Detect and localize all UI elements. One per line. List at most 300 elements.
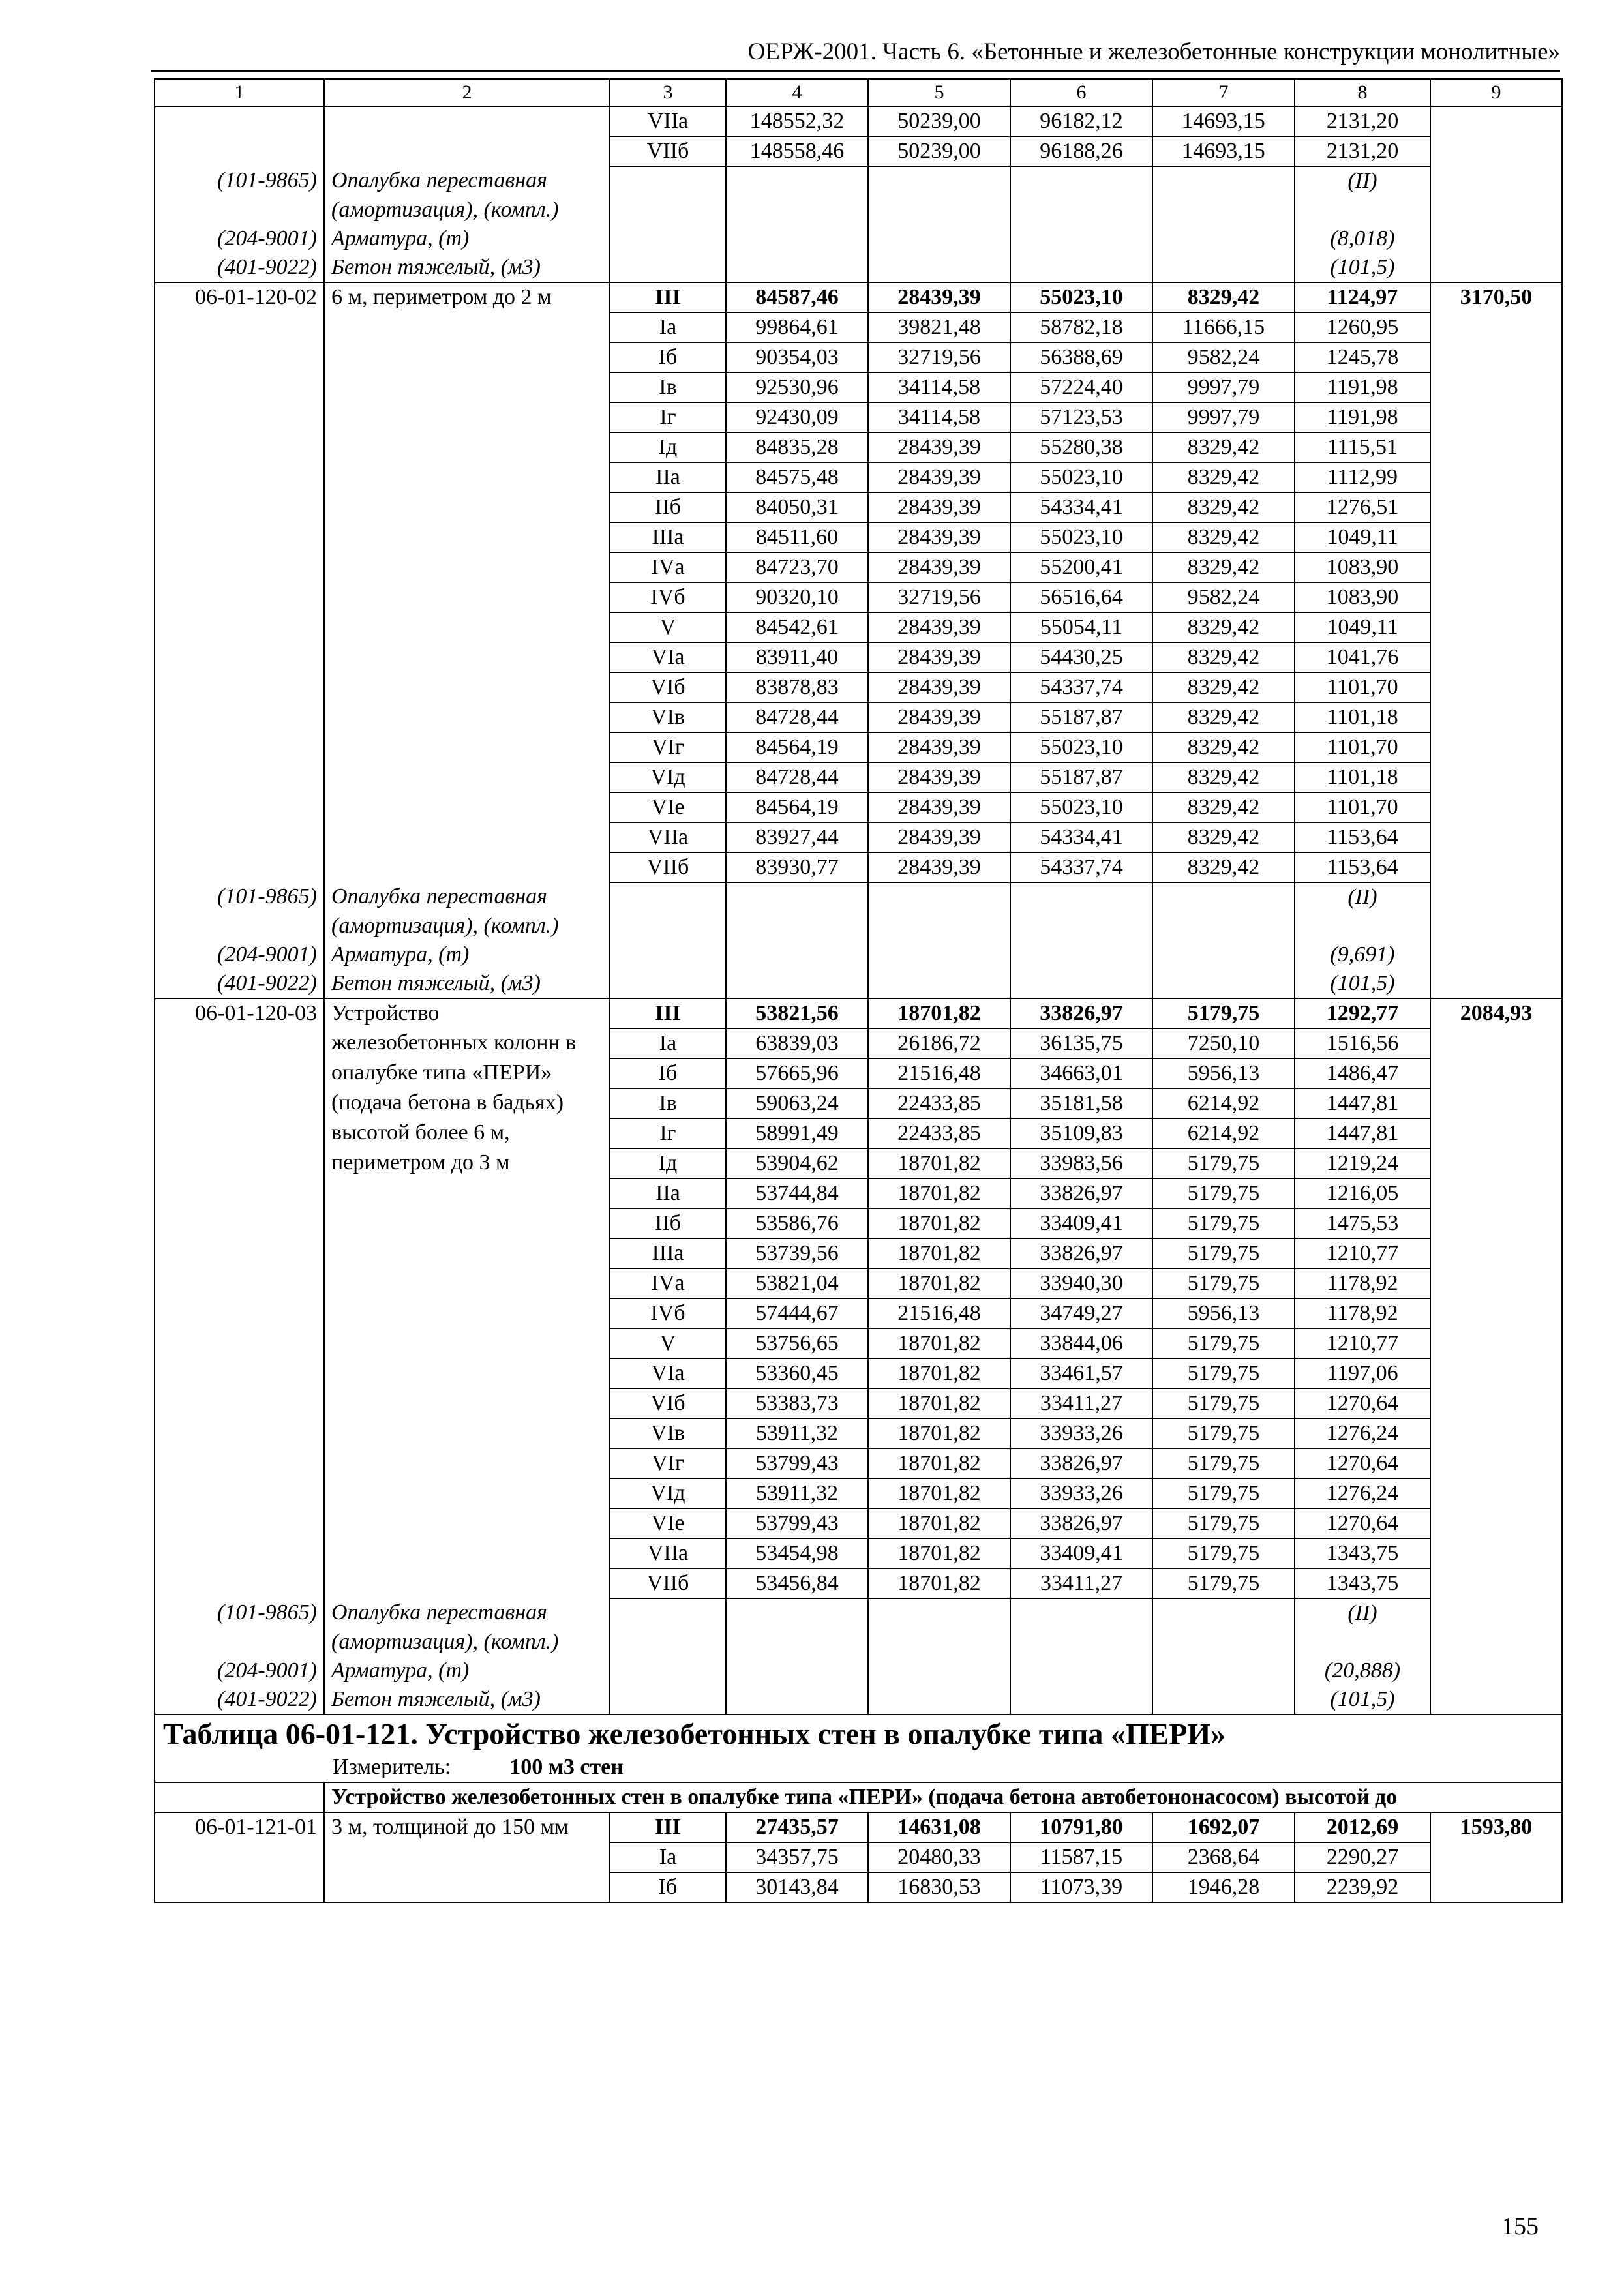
materials-cost: 1124,97: [1295, 282, 1430, 312]
empty-cell: [610, 1628, 726, 1656]
labor-hours: [1430, 1298, 1562, 1328]
empty-cell: [1152, 1598, 1295, 1628]
empty-cell: [155, 912, 324, 940]
direct-cost: 53799,43: [726, 1508, 868, 1538]
labor-cost: 28439,39: [868, 792, 1010, 822]
labor-cost: 28439,39: [868, 852, 1010, 882]
table-row: [155, 106, 1562, 136]
column-number: 3: [610, 79, 726, 106]
direct-cost: 99864,61: [726, 312, 868, 342]
machine-cost: 33826,97: [1010, 1508, 1152, 1538]
empty-cell: [155, 196, 324, 224]
direct-cost: 84587,46: [726, 282, 868, 312]
unit-label: Измеритель:: [333, 1755, 451, 1779]
zone-code: Iа: [610, 312, 726, 342]
labor-cost: 21516,48: [868, 1298, 1010, 1328]
resource-row: [155, 1656, 1562, 1685]
column-number-row: [155, 79, 1562, 106]
direct-cost: 53756,65: [726, 1328, 868, 1358]
empty-cell: [868, 1656, 1010, 1685]
zone-code: Iб: [610, 1872, 726, 1902]
machinist-wage: 6214,92: [1152, 1088, 1295, 1118]
rate-code: [155, 106, 324, 136]
machinist-wage: 14693,15: [1152, 106, 1295, 136]
rate-description: [324, 522, 610, 552]
rate-code: [155, 312, 324, 342]
direct-cost: 53799,43: [726, 1448, 868, 1478]
table-row: [155, 1872, 1562, 1902]
machinist-wage: 9582,24: [1152, 582, 1295, 612]
rate-description: [324, 1538, 610, 1568]
direct-cost: 90354,03: [726, 342, 868, 372]
zone-code: VIе: [610, 1508, 726, 1538]
rate-description: [324, 822, 610, 852]
machine-cost: 11587,15: [1010, 1842, 1152, 1872]
empty-cell: [868, 1598, 1010, 1628]
rate-code: [155, 1418, 324, 1448]
materials-cost: 1270,64: [1295, 1388, 1430, 1418]
materials-cost: 1101,18: [1295, 702, 1430, 732]
labor-cost: 28439,39: [868, 522, 1010, 552]
machinist-wage: 5179,75: [1152, 1328, 1295, 1358]
materials-cost: 1216,05: [1295, 1178, 1430, 1208]
resource-row: [155, 969, 1562, 998]
rate-code: [155, 342, 324, 372]
zone-code: VIа: [610, 642, 726, 672]
machine-cost: 55023,10: [1010, 522, 1152, 552]
table-row: [155, 732, 1562, 762]
table-row: [155, 852, 1562, 882]
labor-cost: 28439,39: [868, 762, 1010, 792]
empty-cell: [1152, 224, 1295, 253]
resource-name: Арматура, (т): [324, 940, 610, 969]
labor-cost: 18701,82: [868, 1418, 1010, 1448]
empty-cell: [726, 940, 868, 969]
empty-cell: [1152, 940, 1295, 969]
machine-cost: 57224,40: [1010, 372, 1152, 402]
materials-cost: 2239,92: [1295, 1872, 1430, 1902]
empty-cell: [1430, 1598, 1562, 1628]
rate-code: [155, 1028, 324, 1058]
rate-code: [155, 1568, 324, 1598]
rate-code: [155, 762, 324, 792]
table-row: [155, 552, 1562, 582]
table-row: [155, 702, 1562, 732]
table-row: [155, 1118, 1562, 1148]
rate-description: [324, 1238, 610, 1268]
zone-code: Iд: [610, 1148, 726, 1178]
empty-cell: [1430, 882, 1562, 912]
direct-cost: 63839,03: [726, 1028, 868, 1058]
materials-cost: 2131,20: [1295, 106, 1430, 136]
rate-description: [324, 552, 610, 582]
labor-hours: [1430, 762, 1562, 792]
resource-name-cont: (амортизация), (компл.): [324, 196, 610, 224]
labor-cost: 18701,82: [868, 1328, 1010, 1358]
labor-hours: [1430, 672, 1562, 702]
rate-code: [155, 1208, 324, 1238]
resource-code: (204-9001): [155, 1656, 324, 1685]
empty-cell: [1010, 940, 1152, 969]
machine-cost: 55023,10: [1010, 282, 1152, 312]
zone-code: V: [610, 612, 726, 642]
table-row: [155, 342, 1562, 372]
empty-cell: [726, 1598, 868, 1628]
labor-cost: 18701,82: [868, 1538, 1010, 1568]
resource-value: (II): [1295, 882, 1430, 912]
empty-cell: [726, 196, 868, 224]
rate-description: [324, 582, 610, 612]
rate-code: [155, 732, 324, 762]
empty-cell: [610, 196, 726, 224]
empty-cell: [610, 969, 726, 998]
section-title: Устройство железобетонных стен в опалубке типа «ПЕРИ» (подача бетона автобетононасосом) высотой до: [324, 1782, 1562, 1812]
zone-code: III: [610, 1812, 726, 1842]
resource-name: Опалубка переставная: [324, 166, 610, 196]
machinist-wage: 8329,42: [1152, 282, 1295, 312]
rate-description: [324, 342, 610, 372]
machinist-wage: 5179,75: [1152, 1148, 1295, 1178]
machinist-wage: 8329,42: [1152, 822, 1295, 852]
zone-code: IVа: [610, 1268, 726, 1298]
rate-code: [155, 462, 324, 492]
rate-code: [155, 552, 324, 582]
rate-code: [155, 612, 324, 642]
zone-code: Iа: [610, 1842, 726, 1872]
resource-name: Бетон тяжелый, (м3): [324, 253, 610, 282]
labor-hours: [1430, 612, 1562, 642]
rate-code: [155, 1148, 324, 1178]
empty-cell: [1430, 166, 1562, 196]
machine-cost: 55187,87: [1010, 762, 1152, 792]
materials-cost: 1153,64: [1295, 822, 1430, 852]
labor-hours: [1430, 552, 1562, 582]
machine-cost: 33826,97: [1010, 1178, 1152, 1208]
labor-cost: 32719,56: [868, 582, 1010, 612]
labor-hours: [1430, 1388, 1562, 1418]
materials-cost: 2290,27: [1295, 1842, 1430, 1872]
rate-description: [324, 1358, 610, 1388]
machinist-wage: 5179,75: [1152, 1568, 1295, 1598]
table-row: [155, 612, 1562, 642]
machinist-wage: 8329,42: [1152, 792, 1295, 822]
zone-code: V: [610, 1328, 726, 1358]
rate-code: [155, 1358, 324, 1388]
resource-value: (II): [1295, 1598, 1430, 1628]
materials-cost: 1219,24: [1295, 1148, 1430, 1178]
machinist-wage: 6214,92: [1152, 1118, 1295, 1148]
direct-cost: 83911,40: [726, 642, 868, 672]
resource-row: [155, 912, 1562, 940]
labor-hours: [1430, 462, 1562, 492]
rate-description: [324, 1268, 610, 1298]
empty-cell: [726, 1628, 868, 1656]
rate-description: Устройство: [324, 998, 610, 1028]
machinist-wage: 5179,75: [1152, 1358, 1295, 1388]
materials-cost: 1178,92: [1295, 1268, 1430, 1298]
direct-cost: 53739,56: [726, 1238, 868, 1268]
machine-cost: 56388,69: [1010, 342, 1152, 372]
zone-code: VIIа: [610, 822, 726, 852]
direct-cost: 84542,61: [726, 612, 868, 642]
machinist-wage: 1946,28: [1152, 1872, 1295, 1902]
labor-hours: [1430, 522, 1562, 552]
empty-cell: [1430, 224, 1562, 253]
machinist-wage: 5956,13: [1152, 1058, 1295, 1088]
machinist-wage: 5956,13: [1152, 1298, 1295, 1328]
empty-cell: [1010, 253, 1152, 282]
materials-cost: 1260,95: [1295, 312, 1430, 342]
table-row: [155, 1538, 1562, 1568]
labor-cost: 50239,00: [868, 106, 1010, 136]
labor-hours: [1430, 1568, 1562, 1598]
rate-description: [324, 1298, 610, 1328]
empty-cell: [726, 1656, 868, 1685]
empty-cell: [610, 1685, 726, 1714]
labor-hours: [1430, 702, 1562, 732]
rate-code: [155, 1238, 324, 1268]
column-number: 5: [868, 79, 1010, 106]
price-table: [154, 78, 1563, 1903]
materials-cost: 1191,98: [1295, 372, 1430, 402]
labor-hours: [1430, 1118, 1562, 1148]
direct-cost: 92430,09: [726, 402, 868, 432]
resource-code: (101-9865): [155, 1598, 324, 1628]
table-row: [155, 1268, 1562, 1298]
column-number: 6: [1010, 79, 1152, 106]
rate-description: (подача бетона в бадьях): [324, 1088, 610, 1118]
machine-cost: 55023,10: [1010, 462, 1152, 492]
rate-code: [155, 1118, 324, 1148]
table-row: [155, 372, 1562, 402]
machinist-wage: 8329,42: [1152, 462, 1295, 492]
table-row: [155, 1058, 1562, 1088]
rate-code: 06-01-120-02: [155, 282, 324, 312]
empty-cell: [726, 166, 868, 196]
rate-description: [324, 732, 610, 762]
labor-hours: [1430, 1028, 1562, 1058]
unit-cell: [155, 1753, 1562, 1782]
table-row: [155, 1358, 1562, 1388]
empty-cell: [1010, 166, 1152, 196]
labor-cost: 18701,82: [868, 1358, 1010, 1388]
rate-description: железобетонных колонн в: [324, 1028, 610, 1058]
zone-code: VIб: [610, 1388, 726, 1418]
resource-value: (9,691): [1295, 940, 1430, 969]
zone-code: VIе: [610, 792, 726, 822]
labor-cost: 21516,48: [868, 1058, 1010, 1088]
table-row: [155, 1028, 1562, 1058]
direct-cost: 84723,70: [726, 552, 868, 582]
machine-cost: 34749,27: [1010, 1298, 1152, 1328]
labor-cost: 28439,39: [868, 642, 1010, 672]
zone-code: III: [610, 998, 726, 1028]
materials-cost: 1153,64: [1295, 852, 1430, 882]
labor-cost: 50239,00: [868, 136, 1010, 166]
direct-cost: 84575,48: [726, 462, 868, 492]
machinist-wage: 8329,42: [1152, 762, 1295, 792]
direct-cost: 53454,98: [726, 1538, 868, 1568]
empty-cell: [1010, 1628, 1152, 1656]
header-rule: [151, 70, 1560, 72]
empty-cell: [1010, 912, 1152, 940]
labor-hours: [1430, 852, 1562, 882]
column-number: 7: [1152, 79, 1295, 106]
table-row: [155, 792, 1562, 822]
rate-code: [155, 822, 324, 852]
direct-cost: 53821,04: [726, 1268, 868, 1298]
direct-cost: 84564,19: [726, 792, 868, 822]
machine-cost: 54334,41: [1010, 492, 1152, 522]
labor-hours: [1430, 1418, 1562, 1448]
table-row: [155, 1148, 1562, 1178]
rate-description: [324, 642, 610, 672]
labor-cost: 39821,48: [868, 312, 1010, 342]
direct-cost: 53383,73: [726, 1388, 868, 1418]
table-row: [155, 998, 1562, 1028]
zone-code: IVб: [610, 1298, 726, 1328]
direct-cost: 57665,96: [726, 1058, 868, 1088]
materials-cost: 1486,47: [1295, 1058, 1430, 1088]
empty-cell: [1295, 196, 1430, 224]
machine-cost: 58782,18: [1010, 312, 1152, 342]
machinist-wage: 2368,64: [1152, 1842, 1295, 1872]
zone-code: VIIа: [610, 106, 726, 136]
labor-hours: 1593,80: [1430, 1812, 1562, 1842]
machinist-wage: 8329,42: [1152, 522, 1295, 552]
machinist-wage: 11666,15: [1152, 312, 1295, 342]
empty-cell: [726, 912, 868, 940]
table-row: [155, 1298, 1562, 1328]
machine-cost: 55280,38: [1010, 432, 1152, 462]
direct-cost: 53911,32: [726, 1478, 868, 1508]
rate-description: [324, 792, 610, 822]
empty-cell: [868, 166, 1010, 196]
empty-cell: [868, 912, 1010, 940]
direct-cost: 83927,44: [726, 822, 868, 852]
rate-description: [324, 1178, 610, 1208]
machine-cost: 33411,27: [1010, 1568, 1152, 1598]
direct-cost: 53911,32: [726, 1418, 868, 1448]
machine-cost: 35181,58: [1010, 1088, 1152, 1118]
empty-cell: [1010, 196, 1152, 224]
labor-hours: [1430, 136, 1562, 166]
empty-cell: [1430, 1685, 1562, 1714]
labor-hours: [1430, 1178, 1562, 1208]
table-row: [155, 1208, 1562, 1238]
machine-cost: 33826,97: [1010, 1238, 1152, 1268]
rate-code: 06-01-120-03: [155, 998, 324, 1028]
empty-cell: [1010, 969, 1152, 998]
resource-value: (20,888): [1295, 1656, 1430, 1685]
rate-code: [155, 672, 324, 702]
empty-cell: [726, 1685, 868, 1714]
zone-code: VIв: [610, 702, 726, 732]
column-number: 2: [324, 79, 610, 106]
empty-cell: [610, 166, 726, 196]
rate-code: [155, 1478, 324, 1508]
table-row: [155, 492, 1562, 522]
machine-cost: 96188,26: [1010, 136, 1152, 166]
rate-code: [155, 522, 324, 552]
labor-cost: 14631,08: [868, 1812, 1010, 1842]
zone-code: VIг: [610, 732, 726, 762]
table-row: [155, 1238, 1562, 1268]
machinist-wage: 1692,07: [1152, 1812, 1295, 1842]
labor-hours: [1430, 1448, 1562, 1478]
direct-cost: 53360,45: [726, 1358, 868, 1388]
zone-code: VIб: [610, 672, 726, 702]
direct-cost: 27435,57: [726, 1812, 868, 1842]
direct-cost: 53456,84: [726, 1568, 868, 1598]
table-row: [155, 282, 1562, 312]
table-row: [155, 1812, 1562, 1842]
materials-cost: 1245,78: [1295, 342, 1430, 372]
machine-cost: 33826,97: [1010, 998, 1152, 1028]
empty-cell: [1152, 166, 1295, 196]
table-row: [155, 1508, 1562, 1538]
zone-code: IIб: [610, 492, 726, 522]
empty-cell: [610, 253, 726, 282]
labor-cost: 18701,82: [868, 1148, 1010, 1178]
labor-hours: [1430, 1148, 1562, 1178]
empty-cell: [610, 1598, 726, 1628]
machinist-wage: 5179,75: [1152, 1238, 1295, 1268]
materials-cost: 1083,90: [1295, 552, 1430, 582]
table-row: [155, 1088, 1562, 1118]
resource-row: [155, 1685, 1562, 1714]
table-row: [155, 312, 1562, 342]
column-number: 1: [155, 79, 324, 106]
rate-description: опалубке типа «ПЕРИ»: [324, 1058, 610, 1088]
zone-code: Iг: [610, 1118, 726, 1148]
machinist-wage: 8329,42: [1152, 552, 1295, 582]
materials-cost: 1101,70: [1295, 732, 1430, 762]
materials-cost: 1101,70: [1295, 672, 1430, 702]
rate-description: [324, 462, 610, 492]
labor-cost: 18701,82: [868, 1448, 1010, 1478]
rate-description: [324, 1842, 610, 1872]
materials-cost: 1343,75: [1295, 1538, 1430, 1568]
rate-description: [324, 136, 610, 166]
table-row: [155, 1448, 1562, 1478]
labor-cost: 18701,82: [868, 1238, 1010, 1268]
empty-cell: [1010, 1598, 1152, 1628]
rate-description: [324, 432, 610, 462]
table-row: [155, 1842, 1562, 1872]
empty-cell: [868, 882, 1010, 912]
resource-value: (8,018): [1295, 224, 1430, 253]
direct-cost: 34357,75: [726, 1842, 868, 1872]
direct-cost: 84564,19: [726, 732, 868, 762]
resource-row: [155, 196, 1562, 224]
resource-value: (101,5): [1295, 1685, 1430, 1714]
labor-cost: 28439,39: [868, 432, 1010, 462]
labor-hours: [1430, 372, 1562, 402]
materials-cost: 1083,90: [1295, 582, 1430, 612]
table-row: [155, 1388, 1562, 1418]
direct-cost: 59063,24: [726, 1088, 868, 1118]
machine-cost: 55023,10: [1010, 732, 1152, 762]
empty-cell: [1295, 1628, 1430, 1656]
empty-cell: [1010, 1656, 1152, 1685]
labor-hours: [1430, 822, 1562, 852]
resource-name: Опалубка переставная: [324, 882, 610, 912]
zone-code: III: [610, 282, 726, 312]
direct-cost: 148558,46: [726, 136, 868, 166]
rate-code: [155, 852, 324, 882]
labor-hours: [1430, 106, 1562, 136]
